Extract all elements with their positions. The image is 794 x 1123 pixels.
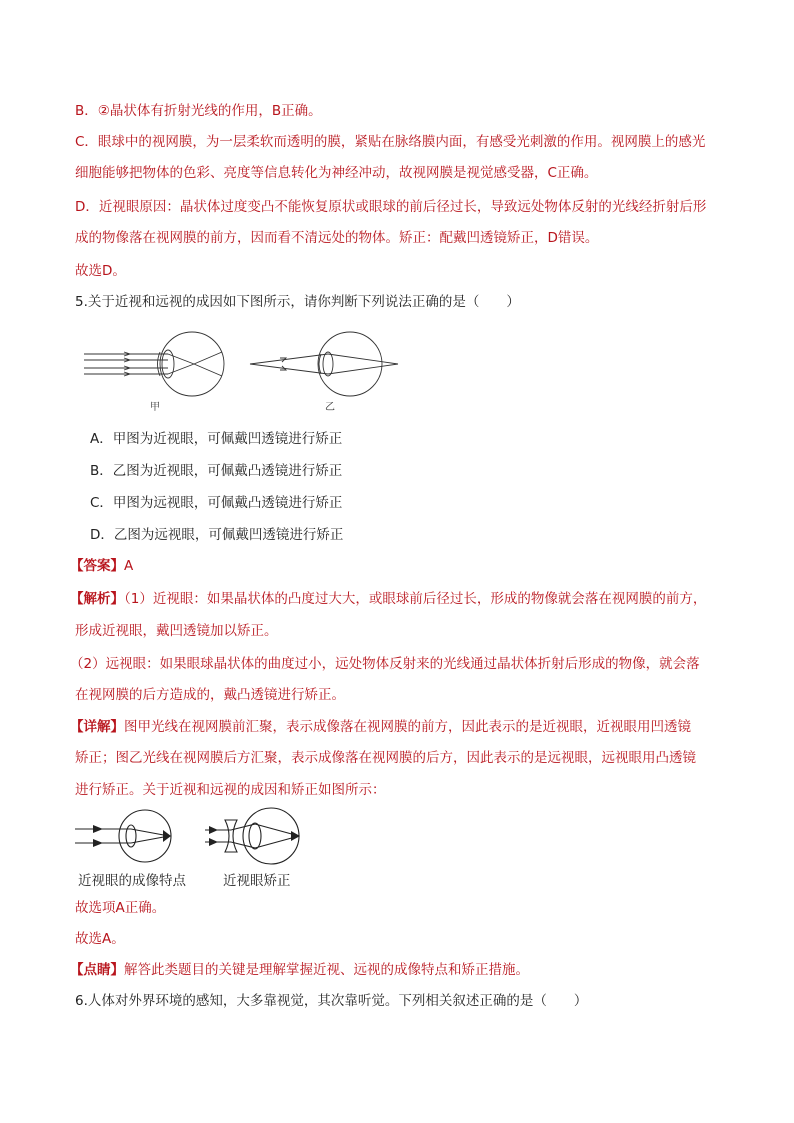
detail-2: 矫正；图乙光线在视网膜后方汇聚，表示成像落在视网膜的后方，因此表示的是远视眼，远视眼用凸透镜 [75,750,696,766]
figure-label-jia: 甲 [150,402,160,413]
answer-value: A [124,558,134,574]
figure-label-yi: 乙 [325,402,335,413]
tip-text: 解答此类题目的关键是理解掌握近视、远视的成像特点和矫正措施。 [124,962,529,978]
analysis-1a-row [70,589,706,609]
analysis-tag: 【解析】 [70,591,124,607]
myopia-correction-diagram [205,806,310,866]
eye-diagram-hyperopia [250,330,405,400]
answer-row [70,556,133,576]
conclusion: 故选项A正确。 [75,900,166,916]
analysis-2a: （2）远视眼：如果眼球晶状体的曲度过小，远处物体反射来的光线通过晶状体折射后形成的物像，就会落 [70,656,700,672]
option-a: A．甲图为近视眼，可佩戴凹透镜进行矫正 [90,431,343,447]
analysis-option-c-line1: C．眼球中的视网膜，为一层柔软而透明的膜，紧贴在脉络膜内面，有感受光刺激的作用。视网膜上的感光 [75,134,706,150]
detail-1: 图甲光线在视网膜前汇聚，表示成像落在视网膜的前方，因此表示的是近视眼，近视眼用凹透镜 [124,719,691,735]
detail-tag: 【详解】 [70,719,124,735]
detail-1-row [70,717,691,737]
analysis-choose: 故选D。 [75,263,126,279]
eye-diagram-myopia [84,330,234,400]
figure-caption-myopia-imaging: 近视眼的成像特点 [78,873,186,889]
tip-tag: 【点睛】 [70,962,124,978]
analysis-option-d-line2: 成的物像落在视网膜的前方，因而看不清远处的物体。矫正：配戴凹透镜矫正，D错误。 [75,230,599,246]
detail-3: 进行矫正。关于近视和远视的成因和矫正如图所示： [75,782,386,798]
option-c: C．甲图为远视眼，可佩戴凸透镜进行矫正 [90,495,343,511]
option-b: B．乙图为近视眼，可佩戴凸透镜进行矫正 [90,463,343,479]
choose-answer: 故选A。 [75,931,125,947]
answer-tag: 【答案】 [70,558,124,574]
question-5-stem: 5.关于近视和远视的成因如下图所示，请你判断下列说法正确的是（ ） [75,294,520,310]
tip-row [70,960,529,980]
figure-caption-myopia-correction: 近视眼矫正 [223,873,291,889]
option-d: D．乙图为远视眼，可佩戴凹透镜进行矫正 [90,527,344,543]
analysis-1a: （1）近视眼：如果晶状体的凸度过大大，或眼球前后径过长，形成的物像就会落在视网膜的前方， [124,591,707,607]
analysis-1b: 形成近视眼，戴凹透镜加以矫正。 [75,623,278,639]
analysis-option-b: B．②晶状体有折射光线的作用，B正确。 [75,103,322,119]
myopia-imaging-diagram [75,808,185,864]
question-6-stem: 6.人体对外界环境的感知，大多靠视觉，其次靠听觉。下列相关叙述正确的是（ ） [75,993,588,1009]
analysis-2b: 在视网膜的后方造成的，戴凸透镜进行矫正。 [75,687,345,703]
analysis-option-d-line1: D．近视眼原因：晶状体过度变凸不能恢复原状或眼球的前后径过长，导致远处物体反射的光线经折射后形 [75,199,707,215]
analysis-option-c-line2: 细胞能够把物体的色彩、亮度等信息转化为神经冲动，故视网膜是视觉感受器，C正确。 [75,165,598,181]
